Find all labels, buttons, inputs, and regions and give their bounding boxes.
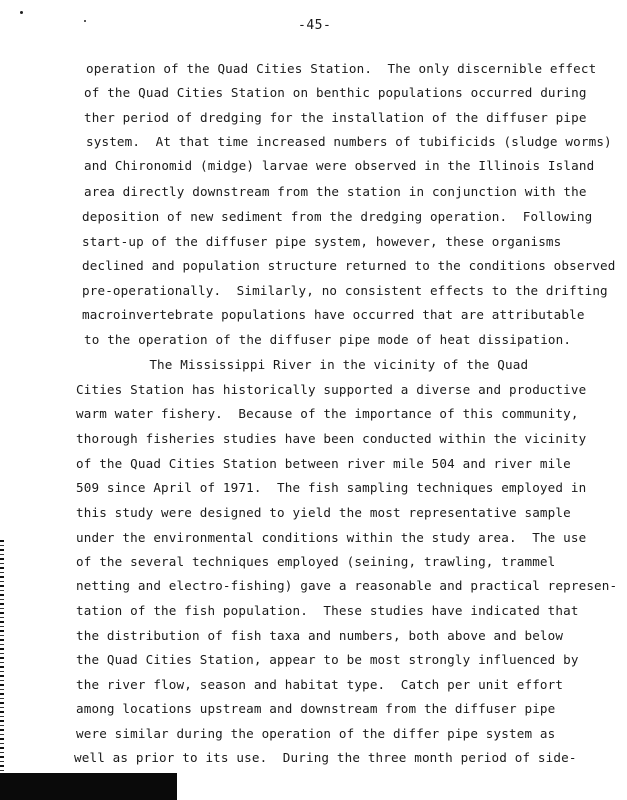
text-line: the river flow, season and habitat type. Catch per unit effort [76, 677, 564, 692]
text-line: 509 since April of 1971. The fish sampling techniques employed in [76, 480, 587, 495]
text-line: under the environmental conditions within the study area. The use [76, 530, 587, 545]
scan-bottom-bar [0, 773, 177, 800]
text-line: area directly downstream from the station in conjunction with the [84, 184, 587, 199]
text-line: well as prior to its use. During the three month period of side- [74, 750, 577, 765]
text-line: among locations upstream and downstream from the diffuser pipe [76, 701, 556, 716]
text-line: thorough fisheries studies have been conducted within the vicinity [76, 431, 587, 446]
page-number: -45- [298, 18, 332, 33]
text-line: of the Quad Cities Station on benthic populations occurred during [84, 85, 587, 100]
text-line: pre-operationally. Similarly, no consistent effects to the drifting [82, 283, 608, 298]
scan-speck [20, 11, 23, 14]
text-line: system. At that time increased numbers of tubificids (sludge worms) [86, 134, 612, 149]
text-line: warm water fishery. Because of the importance of this community, [76, 406, 579, 421]
text-line: tation of the fish population. These studies have indicated that [76, 603, 579, 618]
text-line: of the Quad Cities Station between river mile 504 and river mile [76, 456, 571, 471]
text-line: this study were designed to yield the most representative sample [76, 505, 571, 520]
text-line: ther period of dredging for the installation of the diffuser pipe [84, 110, 587, 125]
text-line: The Mississippi River in the vicinity of the Quad [72, 357, 529, 372]
text-line: and Chironomid (midge) larvae were observed in the Illinois Island [84, 158, 595, 173]
text-line: deposition of new sediment from the dredging operation. Following [82, 209, 593, 224]
text-line: the Quad Cities Station, appear to be most strongly influenced by [76, 652, 579, 667]
text-line: macroinvertebrate populations have occurred that are attributable [82, 307, 585, 322]
text-line: the distribution of fish taxa and numbers, both above and below [76, 628, 564, 643]
text-line: declined and population structure returned to the conditions observed [82, 258, 616, 273]
text-line: operation of the Quad Cities Station. The only discernible effect [86, 61, 597, 76]
scan-edge-artifact [0, 540, 4, 800]
text-line: start-up of the diffuser pipe system, however, these organisms [82, 234, 562, 249]
scan-speck [84, 20, 86, 22]
text-line: netting and electro-fishing) gave a reasonable and practical represen- [76, 578, 618, 593]
text-line: Cities Station has historically supported a diverse and productive [76, 382, 587, 397]
text-line: of the several techniques employed (seining, trawling, trammel [76, 554, 556, 569]
text-line: were similar during the operation of the differ pipe system as [76, 726, 556, 741]
text-line: to the operation of the diffuser pipe mode of heat dissipation. [84, 332, 572, 347]
